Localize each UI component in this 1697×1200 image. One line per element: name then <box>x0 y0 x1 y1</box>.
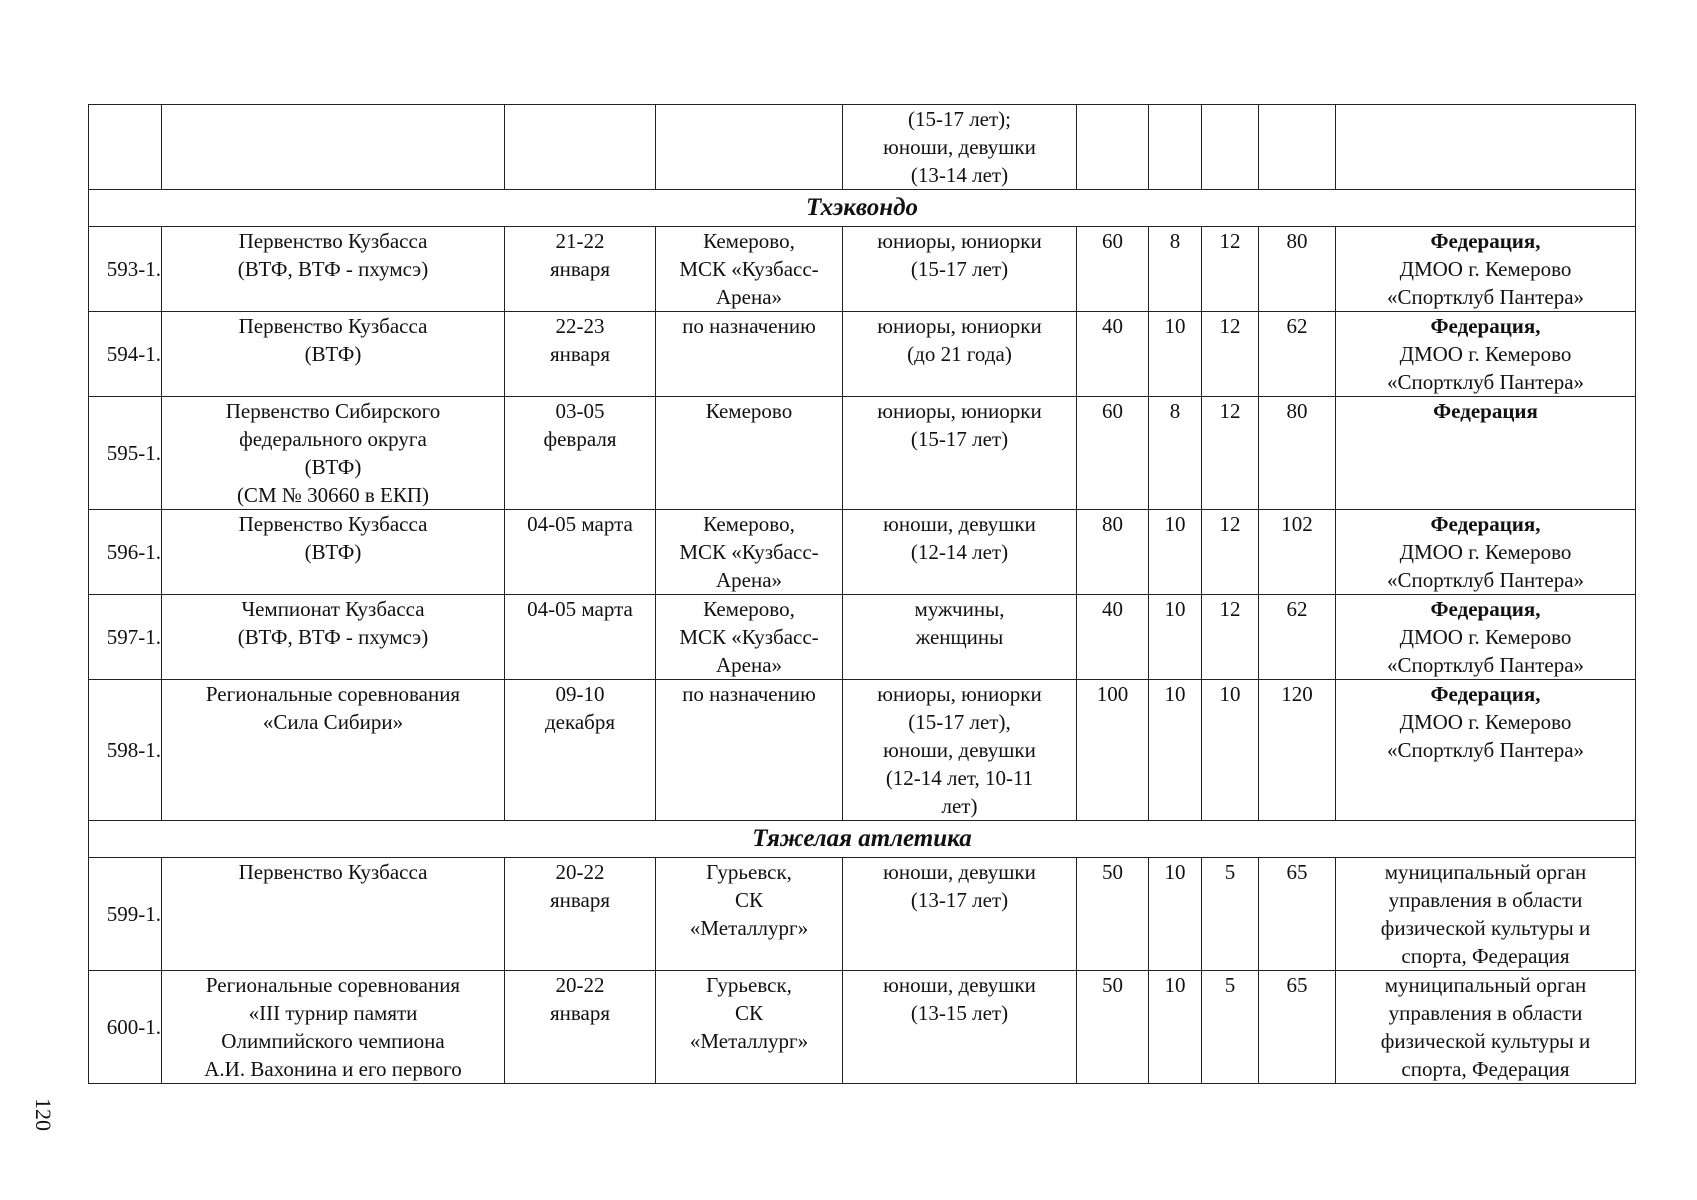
cell-dates <box>505 105 656 190</box>
cell-place <box>656 510 843 595</box>
cell-place <box>656 680 843 821</box>
organizer-line: ДМОО г. Кемерово <box>1399 710 1572 734</box>
cell-total: 62 <box>1259 595 1336 680</box>
participants-line: (13-14 лет) <box>910 163 1009 187</box>
organizer-line: «Спортклуб Пантера» <box>1386 285 1585 309</box>
cell-event-name <box>162 227 505 312</box>
cell-place <box>656 227 843 312</box>
organizer-line: спорта, Федерация <box>1401 944 1570 968</box>
cell-dates <box>505 227 656 312</box>
event-name-line: (ВТФ) <box>304 342 362 366</box>
cell-count-1: 40 <box>1077 595 1149 680</box>
dates-line: февраля <box>543 427 617 451</box>
cell-count-3: 5 <box>1202 858 1259 971</box>
place-line: «Металлург» <box>689 916 809 940</box>
cell-participants <box>843 105 1077 190</box>
cell-count-3: 12 <box>1202 312 1259 397</box>
organizer-line: ДМОО г. Кемерово <box>1399 625 1572 649</box>
cell-total <box>1259 105 1336 190</box>
organizer-line: Федерация, <box>1430 682 1541 706</box>
cell-count-1: 100 <box>1077 680 1149 821</box>
organizer-line: Федерация <box>1433 399 1538 423</box>
place-line: по назначению <box>682 682 816 706</box>
participants-line: юниоры, юниорки <box>877 682 1042 706</box>
participants-line: юниоры, юниорки <box>877 399 1042 423</box>
cell-count-2: 10 <box>1149 595 1202 680</box>
events-table <box>88 104 1636 1084</box>
organizer-line: управления в области <box>1388 888 1583 912</box>
participants-line: (15-17 лет) <box>910 427 1009 451</box>
cell-dates <box>505 858 656 971</box>
table-row <box>89 397 1636 510</box>
cell-count-1: 60 <box>1077 397 1149 510</box>
cell-count-3: 5 <box>1202 971 1259 1084</box>
cell-place <box>656 312 843 397</box>
cell-count-2: 10 <box>1149 858 1202 971</box>
cell-count-3: 10 <box>1202 680 1259 821</box>
event-name-line: «III турнир памяти <box>248 1001 418 1025</box>
dates-line: 20-22 <box>555 860 605 884</box>
place-line: Гурьевск, <box>706 973 792 997</box>
cell-participants <box>843 858 1077 971</box>
cell-dates <box>505 680 656 821</box>
cell-participants <box>843 595 1077 680</box>
cell-number: 596-1. <box>89 510 162 595</box>
section-title: Тхэквондо <box>89 190 1636 227</box>
cell-number <box>89 105 162 190</box>
cell-organizer <box>1336 105 1636 190</box>
dates-line: 03-05 <box>555 399 605 423</box>
organizer-line: «Спортклуб Пантера» <box>1386 738 1585 762</box>
table-row <box>89 510 1636 595</box>
cell-total: 65 <box>1259 858 1336 971</box>
organizer-line: ДМОО г. Кемерово <box>1399 342 1572 366</box>
dates-line: 04-05 марта <box>527 597 633 621</box>
organizer-line: муниципальный орган <box>1384 860 1587 884</box>
event-name-line: Региональные соревнования <box>205 973 461 997</box>
cell-number: 598-1. <box>89 680 162 821</box>
dates-line: 04-05 марта <box>527 512 633 536</box>
event-name-line: Первенство Кузбасса <box>238 314 428 338</box>
cell-organizer <box>1336 595 1636 680</box>
cell-count-1: 40 <box>1077 312 1149 397</box>
place-line: Кемерово, <box>703 512 795 536</box>
participants-line: юниоры, юниорки <box>877 314 1042 338</box>
participants-line: юноши, девушки <box>883 973 1036 997</box>
cell-event-name <box>162 971 505 1084</box>
participants-line: (15-17 лет); <box>907 107 1012 131</box>
cell-count-3: 12 <box>1202 227 1259 312</box>
participants-line: юноши, девушки <box>883 738 1036 762</box>
cell-count-2: 10 <box>1149 680 1202 821</box>
cell-number: 595-1. <box>89 397 162 510</box>
event-name-line: (ВТФ, ВТФ - пхумсэ) <box>237 625 429 649</box>
cell-count-3: 12 <box>1202 510 1259 595</box>
place-line: Арена» <box>715 653 783 677</box>
table-body <box>89 105 1636 1084</box>
cell-count-2: 8 <box>1149 397 1202 510</box>
event-name-line: Олимпийского чемпиона <box>221 1029 445 1053</box>
cell-dates <box>505 971 656 1084</box>
cell-total: 80 <box>1259 227 1336 312</box>
cell-count-2: 10 <box>1149 971 1202 1084</box>
place-line: МСК «Кузбасс- <box>679 625 819 649</box>
place-line: МСК «Кузбасс- <box>679 257 819 281</box>
cell-count-2 <box>1149 105 1202 190</box>
cell-event-name <box>162 595 505 680</box>
organizer-line: Федерация, <box>1430 229 1541 253</box>
cell-count-1: 50 <box>1077 858 1149 971</box>
organizer-line: Федерация, <box>1430 314 1541 338</box>
participants-line: женщины <box>915 625 1004 649</box>
cell-organizer <box>1336 397 1636 510</box>
cell-participants <box>843 510 1077 595</box>
section-heading-row <box>89 821 1636 858</box>
cell-number: 600-1. <box>89 971 162 1084</box>
place-line: Кемерово, <box>703 597 795 621</box>
participants-line: (13-17 лет) <box>910 888 1009 912</box>
cell-organizer <box>1336 858 1636 971</box>
cell-participants <box>843 680 1077 821</box>
organizer-line: Федерация, <box>1430 597 1541 621</box>
event-name-line: (ВТФ, ВТФ - пхумсэ) <box>237 257 429 281</box>
dates-line: 20-22 <box>555 973 605 997</box>
event-name-line: (СМ № 30660 в ЕКП) <box>236 483 430 507</box>
cell-place <box>656 595 843 680</box>
cell-total: 120 <box>1259 680 1336 821</box>
cell-place <box>656 858 843 971</box>
place-line: СК <box>734 1001 763 1025</box>
participants-line: (12-14 лет, 10-11 <box>885 766 1034 790</box>
place-line: Кемерово <box>705 399 793 423</box>
cell-number: 597-1. <box>89 595 162 680</box>
dates-line: 21-22 <box>555 229 605 253</box>
organizer-line: муниципальный орган <box>1384 973 1587 997</box>
cell-organizer <box>1336 971 1636 1084</box>
cell-number: 594-1. <box>89 312 162 397</box>
participants-line: юноши, девушки <box>883 512 1036 536</box>
table-row <box>89 595 1636 680</box>
cell-event-name <box>162 312 505 397</box>
cell-count-1 <box>1077 105 1149 190</box>
participants-line: лет) <box>941 794 978 818</box>
place-line: Гурьевск, <box>706 860 792 884</box>
event-name-line: федерального округа <box>239 427 427 451</box>
dates-line: января <box>549 342 611 366</box>
participants-line: юноши, девушки <box>883 135 1036 159</box>
dates-line: января <box>549 257 611 281</box>
organizer-line: физической культуры и <box>1380 916 1591 940</box>
event-name-line: Чемпионат Кузбасса <box>241 597 425 621</box>
place-line: по назначению <box>682 314 816 338</box>
cell-count-2: 10 <box>1149 312 1202 397</box>
cell-event-name <box>162 510 505 595</box>
cell-number: 599-1. <box>89 858 162 971</box>
table-row <box>89 227 1636 312</box>
cell-place <box>656 105 843 190</box>
place-line: Арена» <box>715 285 783 309</box>
cell-place <box>656 971 843 1084</box>
participants-line: (15-17 лет) <box>910 257 1009 281</box>
cell-event-name <box>162 680 505 821</box>
event-name-line: (ВТФ) <box>304 455 362 479</box>
place-line: МСК «Кузбасс- <box>679 540 819 564</box>
participants-line: (15-17 лет), <box>908 710 1011 734</box>
organizer-line: спорта, Федерация <box>1401 1057 1570 1081</box>
event-name-line: А.И. Вахонина и его первого <box>204 1057 462 1081</box>
organizer-line: «Спортклуб Пантера» <box>1386 568 1585 592</box>
cell-organizer <box>1336 312 1636 397</box>
cell-dates <box>505 397 656 510</box>
section-heading-row <box>89 190 1636 227</box>
place-line: Кемерово, <box>703 229 795 253</box>
table-row <box>89 312 1636 397</box>
participants-line: (12-14 лет) <box>910 540 1009 564</box>
cell-event-name <box>162 105 505 190</box>
organizer-line: «Спортклуб Пантера» <box>1386 653 1585 677</box>
event-name-line: Первенство Кузбасса <box>238 512 428 536</box>
cell-participants <box>843 397 1077 510</box>
organizer-line: Федерация, <box>1430 512 1541 536</box>
cell-total: 80 <box>1259 397 1336 510</box>
participants-line: мужчины, <box>914 597 1005 621</box>
cell-count-2: 8 <box>1149 227 1202 312</box>
cell-dates <box>505 595 656 680</box>
cell-total: 102 <box>1259 510 1336 595</box>
organizer-line: ДМОО г. Кемерово <box>1399 257 1572 281</box>
cell-count-3 <box>1202 105 1259 190</box>
organizer-line: ДМОО г. Кемерово <box>1399 540 1572 564</box>
participants-line: юноши, девушки <box>883 860 1036 884</box>
cell-place <box>656 397 843 510</box>
cell-organizer <box>1336 680 1636 821</box>
dates-line: декабря <box>544 710 616 734</box>
cell-total: 65 <box>1259 971 1336 1084</box>
cell-participants <box>843 312 1077 397</box>
participants-line: (13-15 лет) <box>910 1001 1009 1025</box>
dates-line: января <box>549 888 611 912</box>
dates-line: 09-10 <box>555 682 605 706</box>
participants-line: (до 21 года) <box>907 342 1012 366</box>
event-name-line: Первенство Кузбасса <box>238 860 428 884</box>
event-name-line: Первенство Сибирского <box>225 399 441 423</box>
table-row-continuation <box>89 105 1636 190</box>
cell-count-3: 12 <box>1202 397 1259 510</box>
section-title: Тяжелая атлетика <box>89 821 1636 858</box>
cell-dates <box>505 312 656 397</box>
cell-organizer <box>1336 227 1636 312</box>
organizer-line: управления в области <box>1388 1001 1583 1025</box>
cell-count-1: 60 <box>1077 227 1149 312</box>
event-name-line: Региональные соревнования <box>205 682 461 706</box>
dates-line: 22-23 <box>555 314 605 338</box>
cell-participants <box>843 227 1077 312</box>
cell-total: 62 <box>1259 312 1336 397</box>
cell-event-name <box>162 858 505 971</box>
organizer-line: физической культуры и <box>1380 1029 1591 1053</box>
event-name-line: (ВТФ) <box>304 540 362 564</box>
place-line: СК <box>734 888 763 912</box>
event-name-line: «Сила Сибири» <box>262 710 404 734</box>
organizer-line: «Спортклуб Пантера» <box>1386 370 1585 394</box>
cell-count-1: 80 <box>1077 510 1149 595</box>
place-line: Арена» <box>715 568 783 592</box>
cell-count-3: 12 <box>1202 595 1259 680</box>
participants-line: юниоры, юниорки <box>877 229 1042 253</box>
table-row <box>89 971 1636 1084</box>
table-row <box>89 680 1636 821</box>
cell-participants <box>843 971 1077 1084</box>
place-line: «Металлург» <box>689 1029 809 1053</box>
page-number: 120 <box>31 1098 56 1131</box>
cell-dates <box>505 510 656 595</box>
dates-line: января <box>549 1001 611 1025</box>
cell-count-1: 50 <box>1077 971 1149 1084</box>
table-row <box>89 858 1636 971</box>
cell-event-name <box>162 397 505 510</box>
cell-number: 593-1. <box>89 227 162 312</box>
cell-organizer <box>1336 510 1636 595</box>
event-name-line: Первенство Кузбасса <box>238 229 428 253</box>
cell-count-2: 10 <box>1149 510 1202 595</box>
